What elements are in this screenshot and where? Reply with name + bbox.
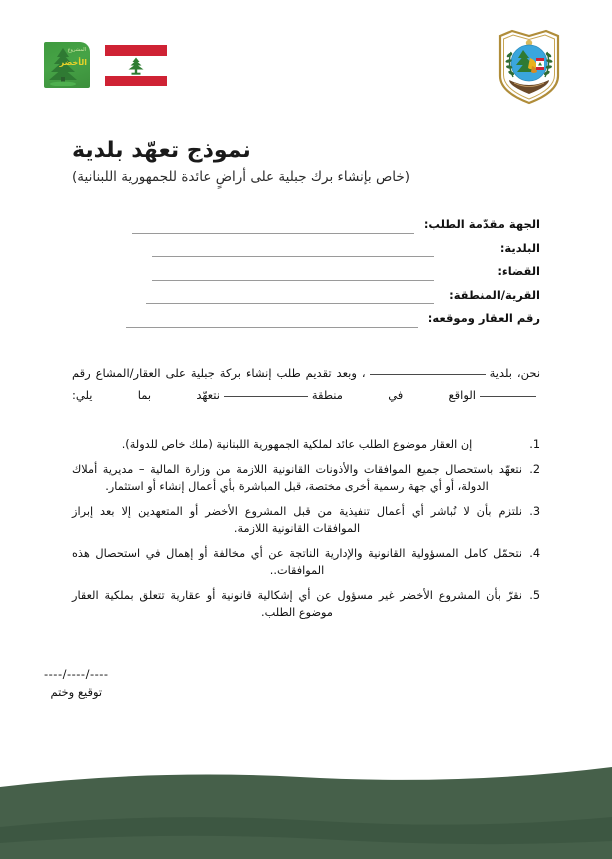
clause-text: نتعهّد باستحصال جميع الموافقات والأذونات القانونية اللازمة من وزارة المالية – مديرية أملاك الدولة، أو أي جهة رسمية أخرى مختصة، قبل المباشرة بأي أعمال إنشاء أو استثمار.	[72, 462, 522, 493]
document-header	[0, 0, 612, 120]
input-district[interactable]	[152, 265, 434, 281]
form-fields	[72, 210, 540, 328]
clause-item	[72, 462, 540, 496]
clause-number: 5.	[529, 588, 540, 602]
label-village: القرية/المنطقة:	[449, 287, 540, 302]
green-logo-small-text: المشروع	[67, 47, 86, 53]
signature-date-placeholder[interactable]: ----/----/----	[44, 667, 109, 681]
clause-item	[72, 437, 540, 454]
form-row-municipality	[72, 234, 540, 258]
ministry-emblem	[490, 28, 568, 106]
clause-number: 2.	[529, 462, 540, 476]
footer-wave-decoration	[0, 749, 612, 859]
label-requesting-entity: الجهة مقدّمة الطلب:	[423, 217, 540, 231]
clause-text: نلتزم بأن لا نُباشر أي أعمال تنفيذية من قبل المشروع الأخضر أو المتعهدين إلا بعد إبراز الموافقات القانونية اللازمة.	[72, 504, 522, 535]
clause-text: إن العقار موضوع الطلب عائد لملكية الجمهورية اللبنانية (ملك خاص للدولة).	[121, 438, 473, 451]
intro-segment-3: العقار/المشاع رقم	[72, 366, 161, 380]
input-village[interactable]	[146, 288, 434, 304]
intro-segment-5: نتعهّد بما يلي:	[72, 388, 220, 403]
flag-band-bottom	[105, 76, 167, 87]
intro-segment-1: نحن، بلدية	[489, 366, 541, 380]
intro-blank-area[interactable]	[224, 396, 308, 397]
intro-blank-municipality[interactable]	[370, 374, 486, 375]
form-row-district	[72, 257, 540, 281]
clause-text: نتحمّل كامل المسؤولية القانونية والإدارية الناتجة عن أي مخالفة أو إهمال في استحصال هذه الموافقات..	[72, 546, 522, 577]
signature-label: توقيع وختم	[50, 685, 103, 700]
form-row-village	[72, 281, 540, 305]
green-logo-main-text: الأخضر	[59, 58, 87, 67]
page-subtitle: (خاص بإنشاء برك جبلية على أراضٍ عائدة للجمهورية اللبنانية)	[72, 169, 410, 186]
label-property-number: رقم العقار وموقعه:	[427, 311, 540, 325]
clause-item	[72, 588, 540, 622]
clause-text: نقرّ بأن المشروع الأخضر غير مسؤول عن أي إشكالية قانونية أو عقارية تتعلق بملكية العقار موضوع الطلب.	[72, 588, 522, 619]
form-row-requesting-entity	[72, 210, 540, 234]
intro-blank-property-number[interactable]	[480, 396, 536, 397]
clause-number: 4.	[529, 546, 540, 560]
intro-segment-2: ، وبعد تقديم طلب إنشاء بركة جبلية على	[165, 366, 366, 380]
page-title: نموذج تعهّد بلدية	[72, 138, 251, 163]
intro-segment-4: الواقع في منطقة	[311, 388, 476, 403]
form-row-property-number	[72, 304, 540, 328]
lebanon-flag	[105, 45, 167, 86]
label-municipality: البلدية:	[499, 240, 540, 255]
flag-band-top	[105, 45, 167, 56]
clause-number: 1.	[529, 438, 540, 451]
clauses-list	[72, 437, 540, 629]
clause-number: 3.	[529, 504, 540, 518]
clause-item	[72, 504, 540, 538]
green-project-logo	[44, 42, 90, 88]
intro-paragraph	[72, 362, 540, 407]
title-block	[72, 138, 540, 187]
input-requesting-entity[interactable]	[132, 218, 414, 234]
input-property-number[interactable]	[126, 312, 418, 328]
flag-cedar-icon	[125, 56, 147, 75]
clause-item	[72, 546, 540, 580]
label-district: القضاء:	[497, 264, 540, 278]
input-municipality[interactable]	[152, 241, 434, 257]
signature-block	[44, 665, 109, 702]
